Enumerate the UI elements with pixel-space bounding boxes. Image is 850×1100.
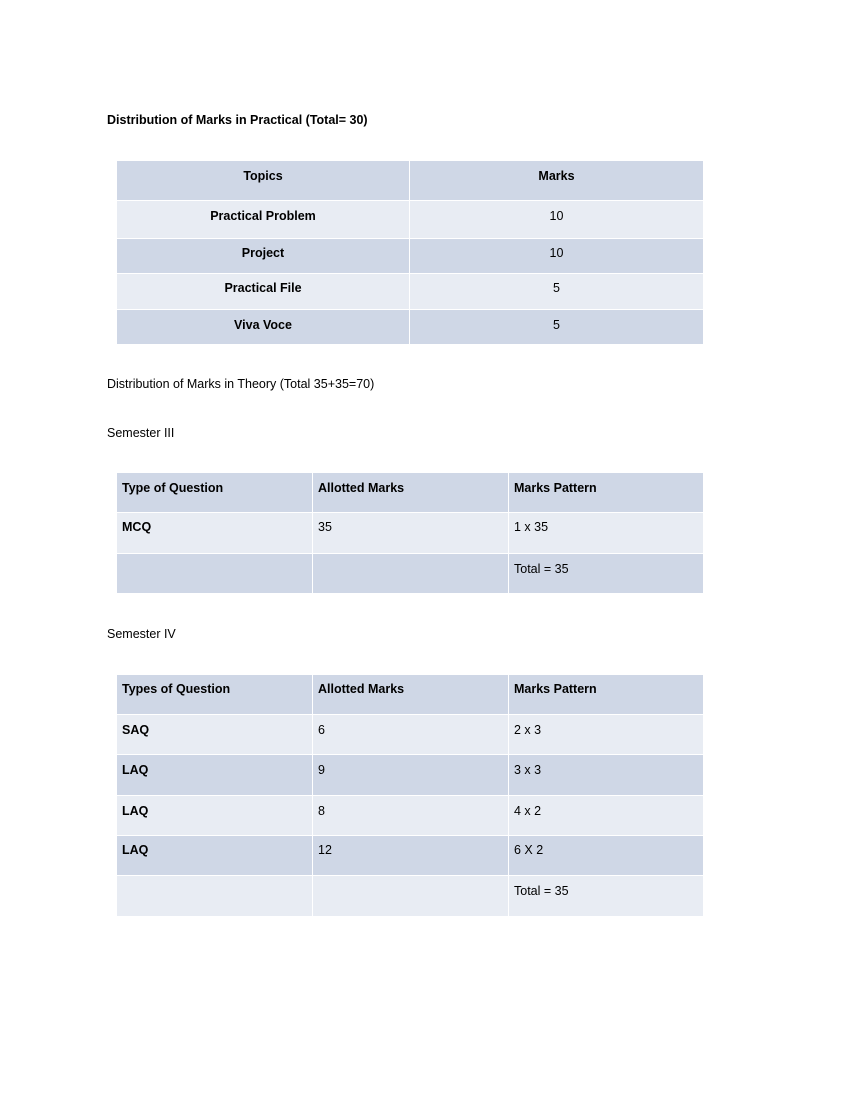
header-allotted-marks: Allotted Marks — [313, 675, 509, 715]
topic-cell: Practical File — [117, 274, 410, 310]
allotted-marks-cell — [313, 554, 509, 594]
allotted-marks-cell: 9 — [313, 755, 509, 796]
table-row — [117, 201, 704, 239]
header-type-of-question: Type of Question — [117, 473, 313, 513]
total-cell: Total = 35 — [509, 876, 704, 917]
question-type-cell — [117, 554, 313, 594]
marks-pattern-cell: 3 x 3 — [509, 755, 704, 796]
header-allotted-marks: Allotted Marks — [313, 473, 509, 513]
table-row — [117, 554, 704, 594]
table-row — [117, 715, 704, 755]
marks-cell: 5 — [410, 310, 704, 345]
header-marks-pattern: Marks Pattern — [509, 675, 704, 715]
theory-heading: Distribution of Marks in Theory (Total 35+35=70) — [107, 377, 375, 391]
table-header-row — [117, 473, 704, 513]
allotted-marks-cell: 35 — [313, 513, 509, 554]
allotted-marks-cell: 12 — [313, 836, 509, 876]
header-types-of-question: Types of Question — [117, 675, 313, 715]
semester-4-heading: Semester IV — [107, 627, 176, 641]
question-type-cell: LAQ — [117, 796, 313, 836]
topic-cell: Project — [117, 239, 410, 274]
table-row — [117, 755, 704, 796]
table-row — [117, 513, 704, 554]
topic-cell: Practical Problem — [117, 201, 410, 239]
allotted-marks-cell: 6 — [313, 715, 509, 755]
header-marks-pattern: Marks Pattern — [509, 473, 704, 513]
table-row — [117, 239, 704, 274]
table-row — [117, 310, 704, 345]
practical-heading: Distribution of Marks in Practical (Total= 30) — [107, 113, 368, 127]
header-marks: Marks — [410, 161, 704, 201]
total-cell: Total = 35 — [509, 554, 704, 594]
marks-cell: 10 — [410, 201, 704, 239]
table-row — [117, 274, 704, 310]
table-header-row — [117, 675, 704, 715]
topic-cell: Viva Voce — [117, 310, 410, 345]
question-type-cell: MCQ — [117, 513, 313, 554]
practical-marks-table — [116, 160, 704, 345]
table-row — [117, 876, 704, 917]
header-topics: Topics — [117, 161, 410, 201]
marks-cell: 5 — [410, 274, 704, 310]
table-row — [117, 796, 704, 836]
table-header-row — [117, 161, 704, 201]
question-type-cell: LAQ — [117, 836, 313, 876]
marks-pattern-cell: 1 x 35 — [509, 513, 704, 554]
question-type-cell: LAQ — [117, 755, 313, 796]
allotted-marks-cell — [313, 876, 509, 917]
semester-3-table — [116, 472, 704, 594]
question-type-cell: SAQ — [117, 715, 313, 755]
question-type-cell — [117, 876, 313, 917]
table-row — [117, 836, 704, 876]
allotted-marks-cell: 8 — [313, 796, 509, 836]
marks-pattern-cell: 6 X 2 — [509, 836, 704, 876]
marks-pattern-cell: 4 x 2 — [509, 796, 704, 836]
marks-cell: 10 — [410, 239, 704, 274]
semester-4-table — [116, 674, 704, 917]
semester-3-heading: Semester III — [107, 426, 175, 440]
marks-pattern-cell: 2 x 3 — [509, 715, 704, 755]
